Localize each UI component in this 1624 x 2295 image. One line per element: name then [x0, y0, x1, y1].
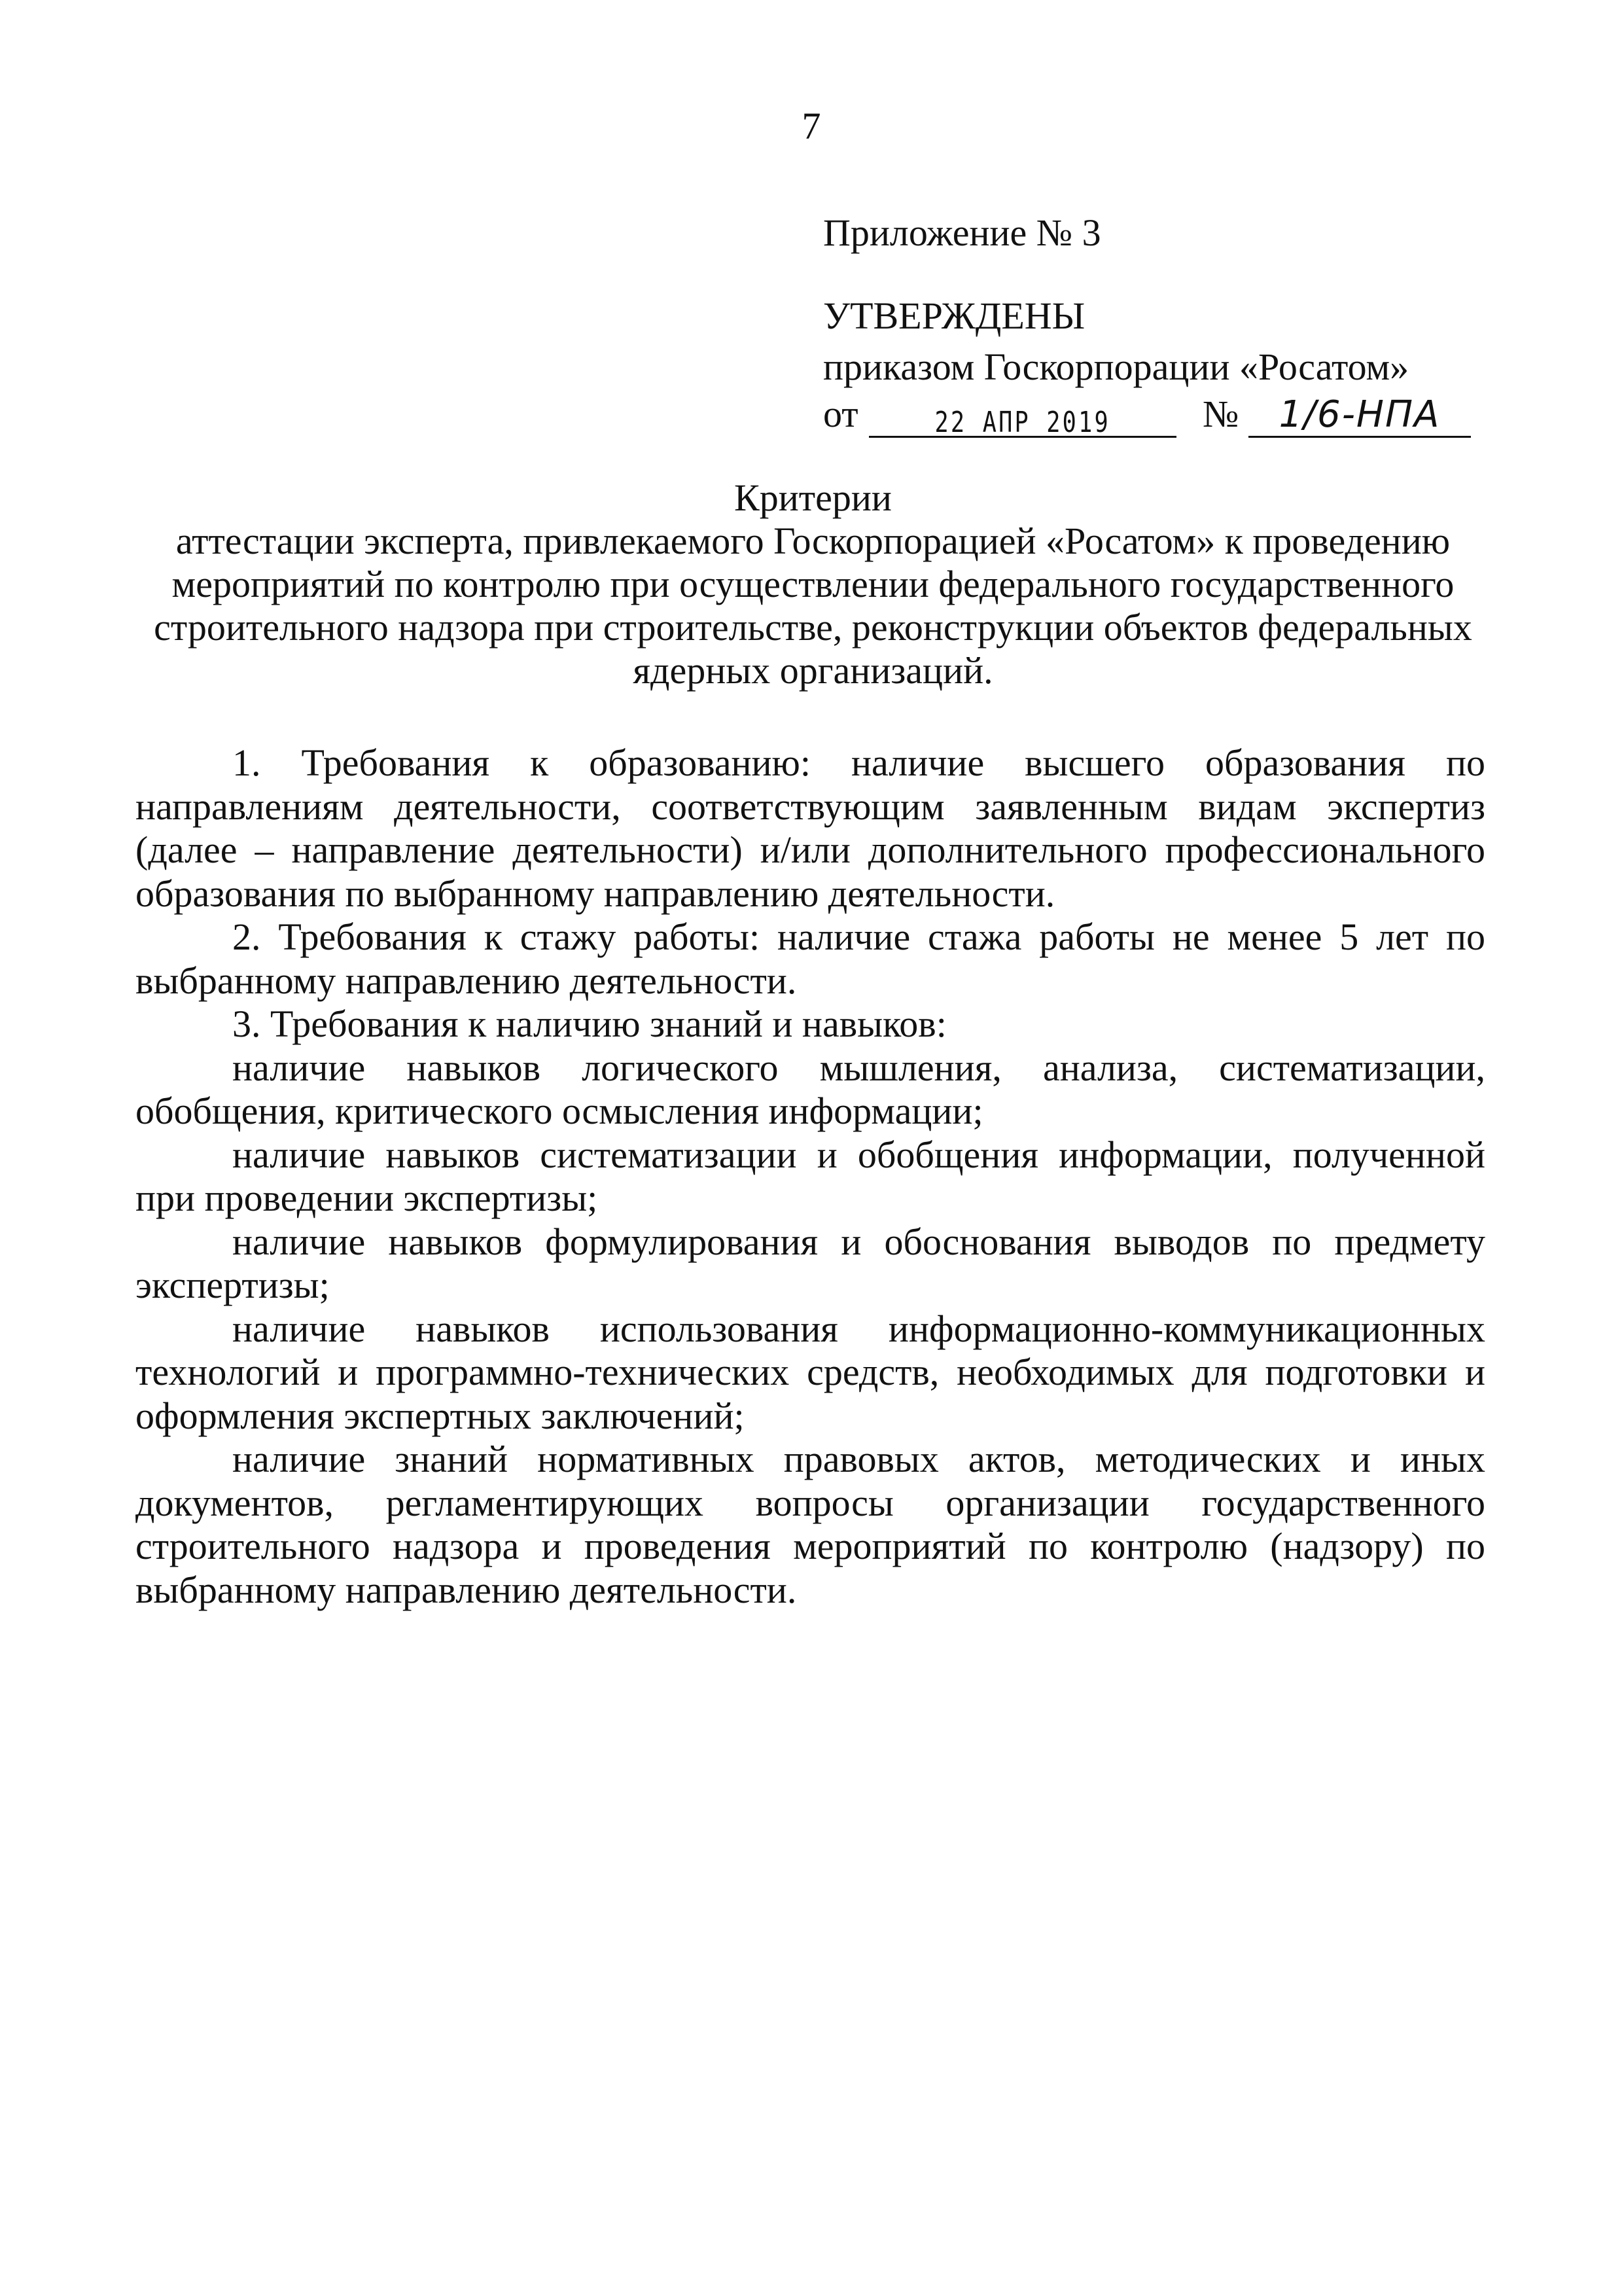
title-subtitle: аттестации эксперта, привлекаемого Госкорпорацией «Росатом» к проведению мероприятий по контролю при осуществлении федерального государственного строительного надзора при строительстве, реконструкции объектов федеральных ядерных организаций.	[154, 520, 1472, 692]
order-number-handwritten: 1/6-НПА	[1279, 393, 1441, 436]
paragraph-skill-it: наличие навыков использования информационно-коммуникационных технологий и программно-технических средств, необходимых для подготовки и оформления экспертных заключений;	[135, 1307, 1485, 1437]
paragraph-skill-conclusions: наличие навыков формулирования и обоснования выводов по предмету экспертизы;	[135, 1220, 1485, 1306]
order-label: приказом Госкорпорации «Росатом»	[823, 346, 1409, 388]
order-number-field	[1248, 393, 1471, 438]
from-label: от	[823, 393, 858, 435]
page-number: 7	[802, 105, 821, 147]
appendix-label: Приложение № 3	[823, 211, 1101, 254]
number-sign: №	[1203, 393, 1239, 435]
document-body	[135, 741, 1485, 1612]
paragraph-skills-heading: 3. Требования к наличию знаний и навыков:	[232, 1003, 947, 1045]
document-title	[118, 476, 1508, 692]
paragraph-skill-logic: наличие навыков логического мышления, анализа, систематизации, обобщения, критического осмысления информации;	[135, 1046, 1485, 1132]
paragraph-skill-systematization: наличие навыков систематизации и обобщения информации, полученной при проведении экспертизы;	[135, 1133, 1485, 1219]
order-date-number-row	[823, 393, 1477, 445]
title-heading: Критерии	[734, 476, 892, 519]
paragraph-knowledge-regulations: наличие знаний нормативных правовых актов, методических и иных документов, регламентирующих вопросы организации государственного строительного надзора и проведения мероприятий по контролю (надзору) по выбранному направлению деятельности.	[135, 1438, 1485, 1611]
order-date-stamp: 22 АПР 2019	[934, 406, 1111, 439]
order-date-field	[869, 393, 1176, 438]
paragraph-experience: 2. Требования к стажу работы: наличие стажа работы не менее 5 лет по выбранному направлению деятельности.	[135, 916, 1485, 1002]
paragraph-education: 1. Требования к образованию: наличие высшего образования по направлениям деятельности, соответствующим заявленным видам экспертиз (далее – направление деятельности) и/или дополнительного профессионального образования по выбранному направлению деятельности.	[135, 741, 1485, 915]
approved-label: УТВЕРЖДЕНЫ	[823, 294, 1086, 337]
